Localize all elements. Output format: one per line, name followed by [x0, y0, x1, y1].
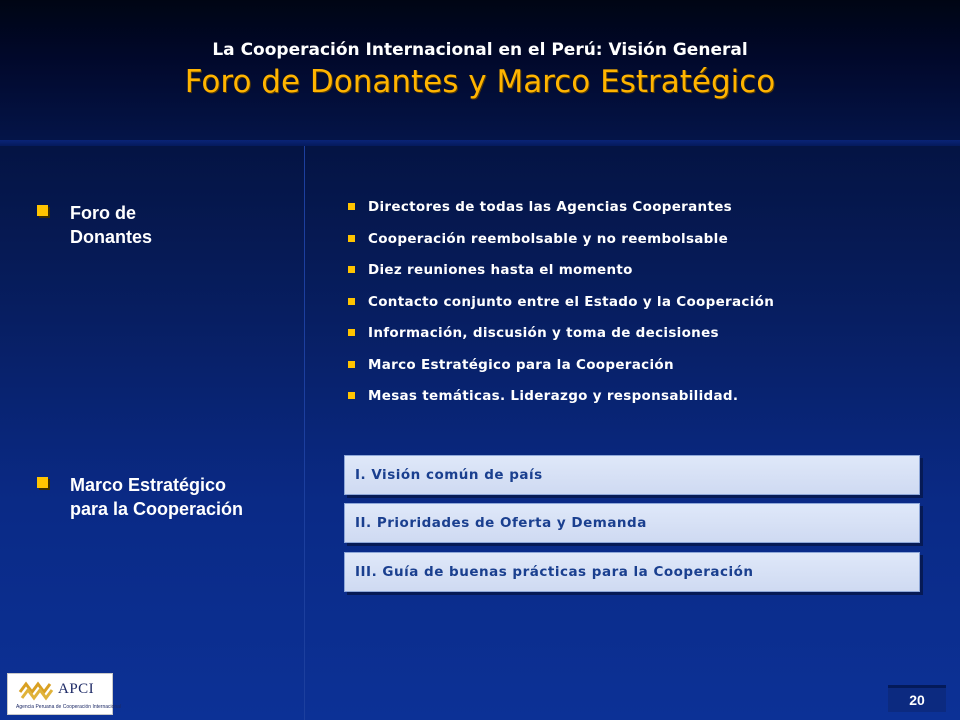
- bullet-square-icon: [348, 203, 355, 210]
- list-item-text: Contacto conjunto entre el Estado y la Cooperación: [368, 293, 775, 310]
- slide-title: Foro de Donantes y Marco Estratégico: [184, 64, 776, 100]
- list-item: [348, 259, 774, 291]
- list-item-text: Directores de todas las Agencias Cooperantes: [368, 199, 733, 215]
- strategy-box-label: II. Prioridades de Oferta y Demanda: [355, 515, 647, 531]
- column-divider: [304, 146, 305, 720]
- strategy-box-label: I. Visión común de país: [355, 467, 543, 483]
- list-item-text: Diez reuniones hasta el momento: [368, 262, 633, 278]
- bullet-square-icon: [348, 361, 355, 368]
- bullet-list: [348, 196, 774, 417]
- strategy-box-guia: [344, 552, 920, 592]
- list-item-text: Cooperación reembolsable y no reembolsable: [368, 230, 729, 247]
- bullet-square-icon: [348, 235, 355, 242]
- bullet-square-icon: [348, 266, 355, 273]
- strategy-box-prioridades: [344, 503, 920, 543]
- section-label-line: Foro de: [70, 203, 136, 223]
- header-divider: [0, 140, 960, 146]
- bullet-square-icon: [348, 392, 355, 399]
- bullet-square-icon: [348, 298, 355, 305]
- list-item: [348, 228, 774, 260]
- list-item-text: Marco Estratégico para la Cooperación: [368, 356, 674, 373]
- apci-logo: [7, 673, 122, 715]
- strategy-box-vision: [344, 455, 920, 495]
- strategy-box-label: III. Guía de buenas prácticas para la Cooperación: [355, 564, 754, 580]
- list-item: [348, 322, 774, 354]
- list-item-text: Información, discusión y toma de decisiones: [368, 325, 719, 341]
- list-item: [348, 354, 774, 386]
- yellow-square-bullet-icon: [37, 205, 48, 216]
- section-label: [70, 201, 300, 249]
- bullet-square-icon: [348, 329, 355, 336]
- yellow-square-bullet-icon: [37, 477, 48, 488]
- section-label-line: Donantes: [70, 227, 153, 247]
- apci-logo-icon: [18, 680, 54, 702]
- list-item: [348, 385, 774, 417]
- section-label: [70, 473, 300, 521]
- list-item: [348, 196, 774, 228]
- logo-name: APCI: [58, 681, 95, 697]
- list-item: [348, 291, 774, 323]
- logo-subtext: Agencia Peruana de Cooperación Internacional: [16, 704, 122, 710]
- section-label-line: Marco Estratégico: [70, 475, 227, 495]
- section-label-line: para la Cooperación: [70, 499, 244, 519]
- slide-subtitle: La Cooperación Internacional en el Perú: Visión General: [212, 40, 748, 60]
- list-item-text: Mesas temáticas. Liderazgo y responsabilidad.: [368, 388, 739, 404]
- page-number: 20: [888, 685, 946, 712]
